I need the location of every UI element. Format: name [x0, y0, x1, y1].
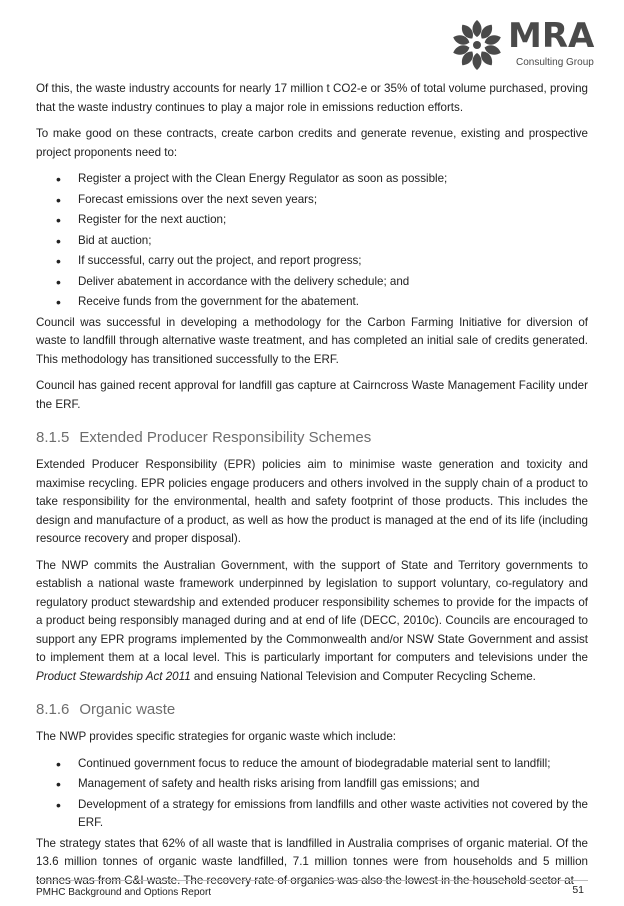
footer-title: PMHC Background and Options Report — [36, 887, 212, 898]
paragraph: Council has gained recent approval for landfill gas capture at Cairncross Waste Management Facility under the ERF. — [36, 379, 588, 411]
logo-subtitle: Consulting Group — [516, 57, 594, 68]
list-item: • Deliver abatement in accordance with the delivery schedule; and — [36, 273, 588, 292]
list-item: • Forecast emissions over the next seven years; — [36, 191, 588, 210]
mra-logo-mark-icon — [450, 18, 504, 72]
section-title: Organic waste — [79, 701, 176, 718]
list-item: • Management of safety and health risks arising from landfill gas emissions; and — [36, 775, 588, 794]
paragraph — [36, 557, 588, 687]
mra-logo — [450, 14, 610, 74]
section-number: 8.1.6 — [36, 701, 70, 718]
section-number: 8.1.5 — [36, 429, 70, 446]
section-title: Extended Producer Responsibility Schemes — [79, 429, 372, 446]
paragraph-text: and ensuing National Television and Computer Recycling Scheme. — [190, 669, 536, 683]
list-item: • Receive funds from the government for the abatement. — [36, 293, 588, 312]
page-number: 51 — [572, 884, 584, 896]
list-item: • If successful, carry out the project, and report progress; — [36, 252, 588, 271]
paragraph: To make good on these contracts, create carbon credits and generate revenue, existing and prospective project proponents need to: — [36, 127, 588, 159]
paragraph-text: The NWP commits the Australian Government, with the support of State and Territory governments to establish a national waste framework underpinned by legislation to support voluntary, co-regulatory and regulatory product stewardship and extended producer responsibility schemes to provide for the impacts of a product being responsibly managed during and at end of life (DECC, 2010c). Councils are encouraged to support any EPR programs implemented by the Commonwealth and/or NSW State Government and assist to implement them at a local level. This is particularly important for computers and televisions under the — [36, 558, 588, 664]
act-title: Product Stewardship Act 2011 — [36, 669, 191, 683]
logo-text: MRA — [508, 16, 595, 56]
footer-divider — [36, 880, 588, 881]
paragraph: Council was successful in developing a methodology for the Carbon Farming Initiative for diversion of waste to landfill through alternative waste treatment, and has completed an initial sale of credits generated. This methodology has transitioned successfully to the ERF. — [36, 315, 588, 366]
list-item: • Register a project with the Clean Energy Regulator as soon as possible; — [36, 170, 588, 189]
paragraph: Extended Producer Responsibility (EPR) policies aim to minimise waste generation and toxicity and maximise recycling. EPR policies engage producers and others involved in the supply chain of a product to take responsibility for the environmental, health and safety footprint of those products. This includes the design and manufacture of a product, as well as how the product is managed at the end of its life (including resource recovery and proper disposal). — [36, 458, 588, 545]
list-item: • Register for the next auction; — [36, 211, 588, 230]
section-heading — [36, 700, 588, 720]
list-item: • Bid at auction; — [36, 232, 588, 251]
bullet-list — [36, 755, 588, 833]
section-heading — [36, 428, 588, 448]
bullet-list — [36, 170, 588, 312]
paragraph: The strategy states that 62% of all waste that is landfilled in Australia comprises of organic material. Of the 13.6 million tonnes of organic waste landfilled, 7.1 million tonnes were from households and 5 million tonnes was from C&I waste. The recovery rate of organics was also the lowest in the household sector at — [36, 836, 588, 887]
document-body — [36, 80, 588, 898]
list-item: • Continued government focus to reduce the amount of biodegradable material sent to landfill; — [36, 755, 588, 774]
paragraph: The NWP provides specific strategies for organic waste which include: — [36, 730, 396, 743]
paragraph: Of this, the waste industry accounts for nearly 17 million t CO2-e or 35% of total volume purchased, proving that the waste industry continues to play a major role in emissions reduction efforts. — [36, 82, 588, 114]
list-item: • Development of a strategy for emissions from landfills and other waste activities not covered by the ERF. — [36, 796, 588, 833]
